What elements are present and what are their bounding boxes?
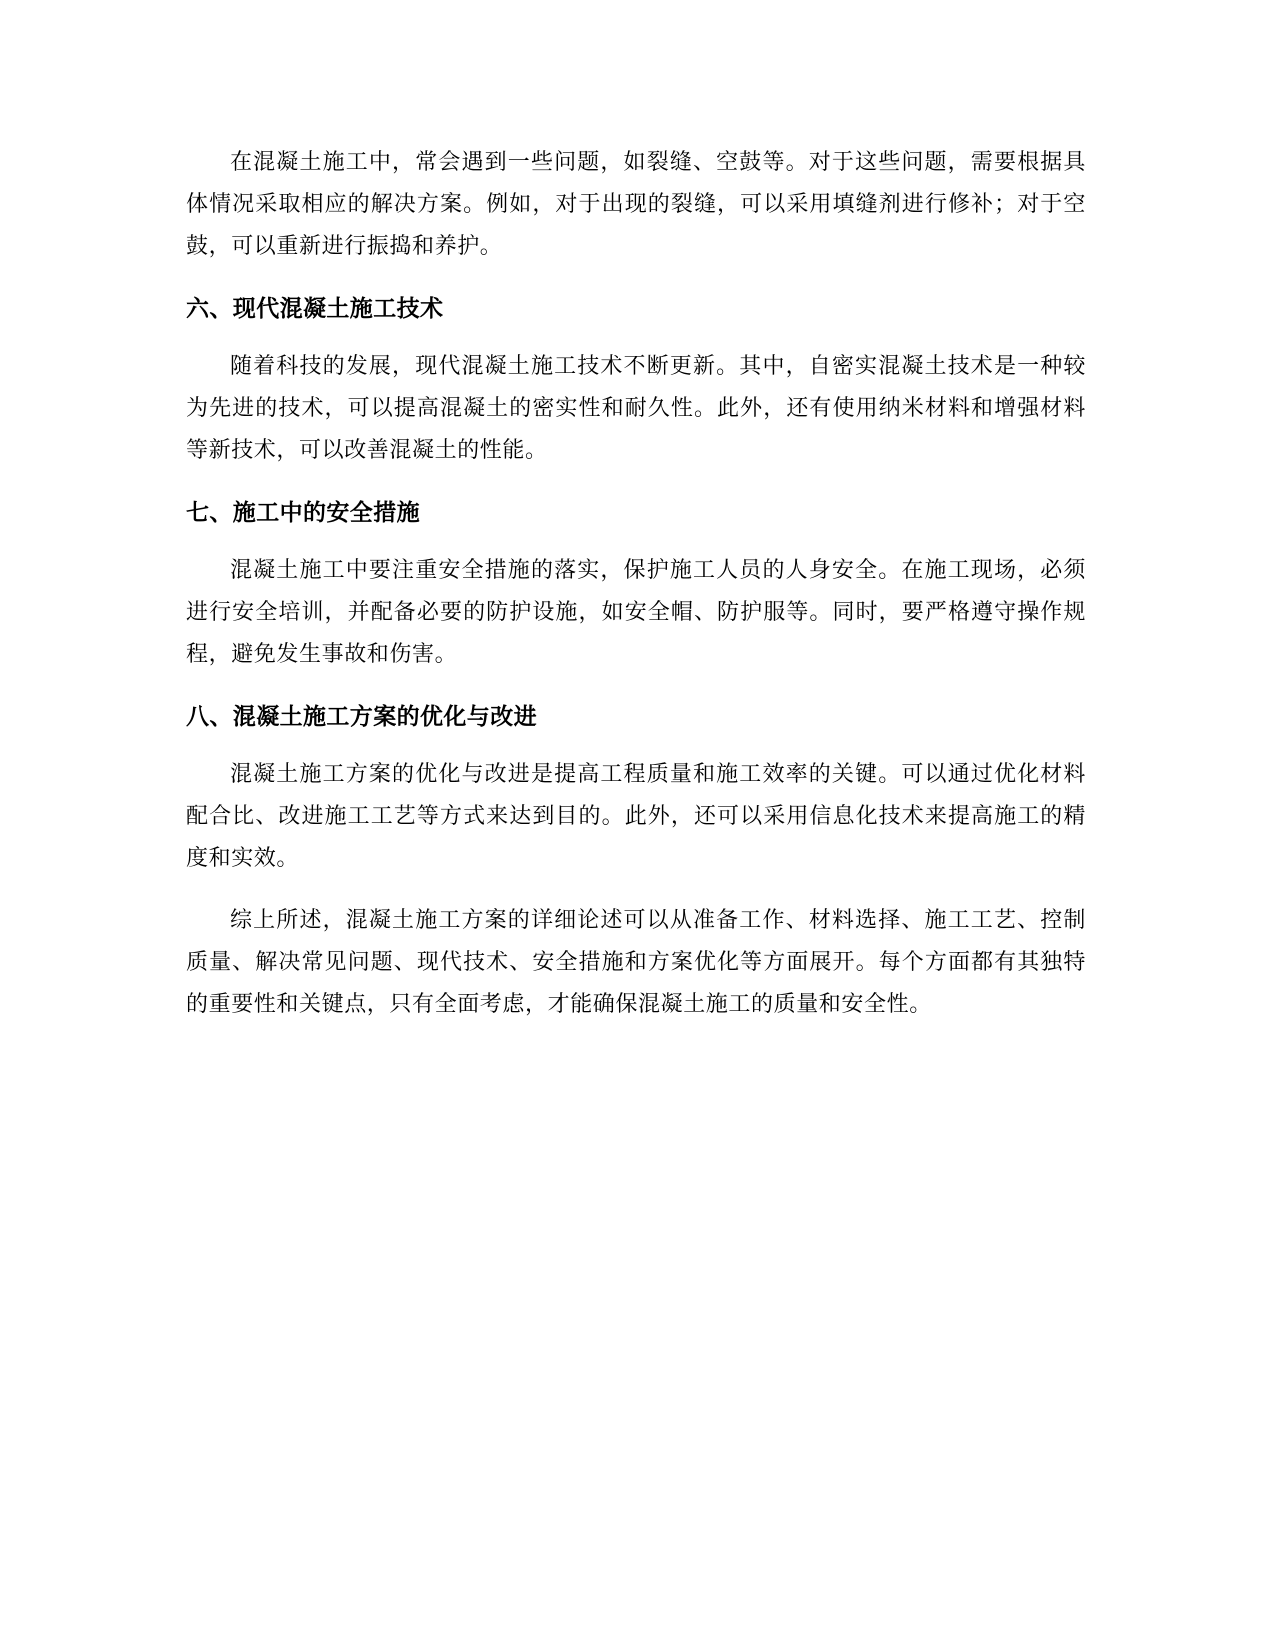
document-page	[186, 142, 1086, 1026]
section-heading-modern-techniques: 六、现代混凝土施工技术	[186, 296, 444, 322]
section-heading-optimization: 八、混凝土施工方案的优化与改进	[186, 704, 537, 730]
conclusion-paragraph: 综上所述，混凝土施工方案的详细论述可以从准备工作、材料选择、施工工艺、控制质量、解决常见问题、现代技术、安全措施和方案优化等方面展开。每个方面都有其独特的重要性和关键点，只有全面考虑，才能确保混凝土施工的质量和安全性。	[186, 908, 1086, 1017]
section-paragraph-safety-measures: 混凝土施工中要注重安全措施的落实，保护施工人员的人身安全。在施工现场，必须进行安全培训，并配备必要的防护设施，如安全帽、防护服等。同时，要严格遵守操作规程，避免发生事故和伤害。	[186, 558, 1086, 667]
section-paragraph-optimization: 混凝土施工方案的优化与改进是提高工程质量和施工效率的关键。可以通过优化材料配合比、改进施工工艺等方式来达到目的。此外，还可以采用信息化技术来提高施工的精度和实效。	[186, 762, 1086, 871]
section-paragraph-modern-techniques: 随着科技的发展，现代混凝土施工技术不断更新。其中，自密实混凝土技术是一种较为先进的技术，可以提高混凝土的密实性和耐久性。此外，还有使用纳米材料和增强材料等新技术，可以改善混凝土的性能。	[186, 354, 1086, 463]
intro-paragraph: 在混凝土施工中，常会遇到一些问题，如裂缝、空鼓等。对于这些问题，需要根据具体情况采取相应的解决方案。例如，对于出现的裂缝，可以采用填缝剂进行修补；对于空鼓，可以重新进行振捣和养护。	[186, 150, 1086, 259]
section-heading-safety-measures: 七、施工中的安全措施	[186, 500, 420, 526]
